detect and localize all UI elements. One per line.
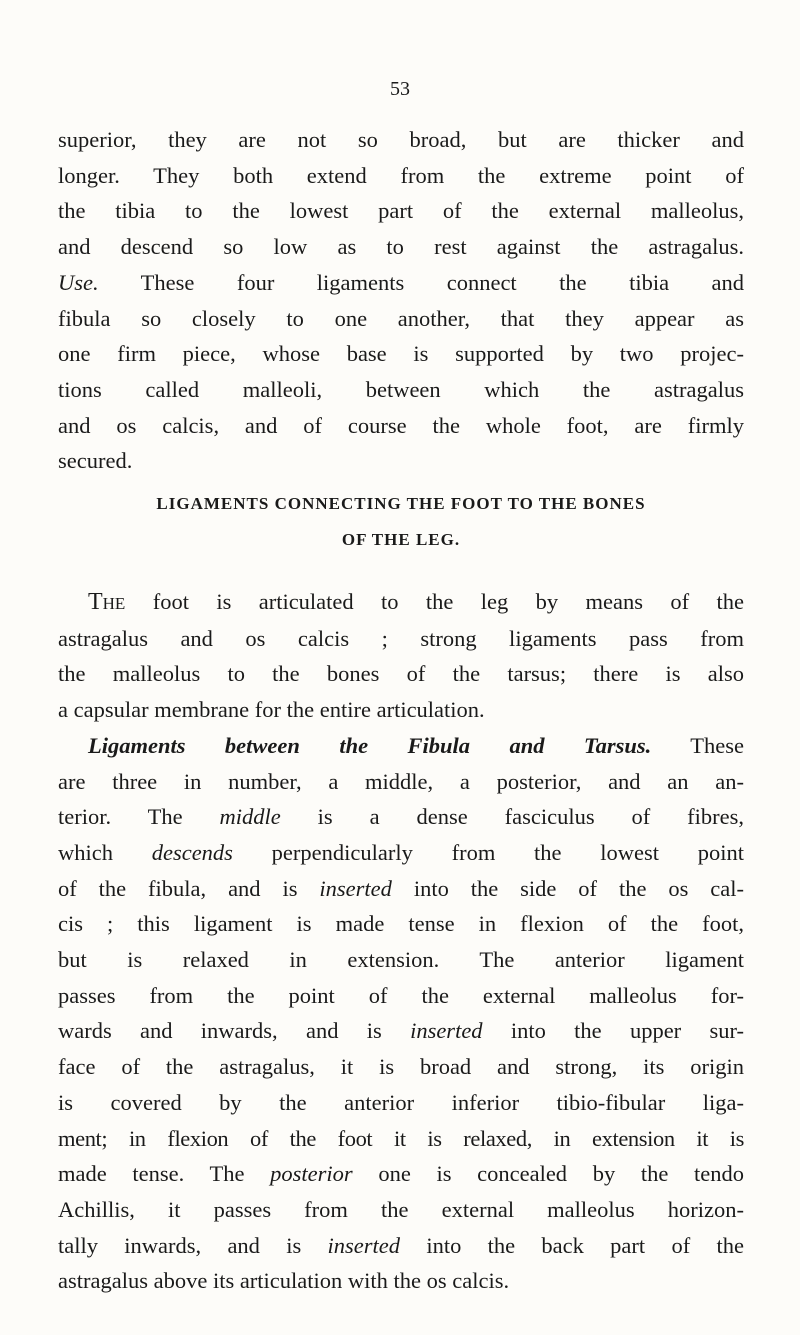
text-line: of the fibula, and is inserted into the side of the os cal- bbox=[58, 875, 744, 901]
text-line: terior. The middle is a dense fasciculus of fibres, bbox=[58, 804, 744, 830]
text-line: is covered by the anterior inferior tibio-fibular liga- bbox=[58, 1089, 744, 1115]
text-line: tally inwards, and is inserted into the back part of the bbox=[58, 1232, 744, 1258]
heading-line: LIGAMENTS CONNECTING THE FOOT TO THE BONES bbox=[156, 494, 646, 513]
text-line: the malleolus to the bones of the tarsus; there is also bbox=[58, 661, 744, 687]
text-line: fibula so closely to one another, that they appear as bbox=[58, 305, 744, 331]
text-line: but is relaxed in extension. The anterior ligament bbox=[58, 947, 744, 973]
page-number: 53 bbox=[390, 78, 410, 100]
text-line: passes from the point of the external malleolus for- bbox=[58, 982, 744, 1008]
text-line: Use. These four ligaments connect the tibia and bbox=[58, 269, 744, 295]
section-heading bbox=[58, 486, 744, 558]
italic-term: Use. bbox=[58, 269, 99, 295]
text-line: face of the astragalus, it is broad and strong, its origin bbox=[58, 1054, 744, 1080]
italic-subheading: Ligaments between the Fibula and Tarsus. bbox=[88, 732, 652, 758]
heading-line: OF THE LEG. bbox=[341, 530, 461, 549]
text-line: and os calcis, and of course the whole foot, are firmly bbox=[58, 412, 744, 438]
paragraph-2 bbox=[58, 584, 744, 1299]
text-line: a capsular membrane for the entire articulation. bbox=[58, 697, 485, 723]
text-line: wards and inwards, and is inserted into the upper sur- bbox=[58, 1018, 745, 1044]
text-line: made tense. The posterior one is concealed by the tendo bbox=[58, 1161, 745, 1187]
text-line: Achillis, it passes from the external malleolus horizon- bbox=[58, 1196, 744, 1222]
text-line: longer. They both extend from the extreme point of bbox=[58, 162, 744, 188]
text-line: secured. bbox=[58, 448, 133, 474]
text-line: astragalus above its articulation with the os calcis. bbox=[58, 1268, 510, 1294]
text-line: tions called malleoli, between which the astragalus bbox=[58, 376, 744, 402]
text-line: one firm piece, whose base is supported by two projec- bbox=[58, 341, 744, 367]
text-line: and descend so low as to rest against the astragalus. bbox=[58, 234, 744, 260]
text-line: are three in number, a middle, a posterior, and an an- bbox=[58, 768, 744, 794]
paragraph-1 bbox=[58, 122, 744, 479]
text-line: the tibia to the lowest part of the external malleolus, bbox=[58, 198, 744, 224]
text-line: The foot is articulated to the leg by means of the bbox=[88, 589, 744, 615]
text-line: cis ; this ligament is made tense in flexion of the foot, bbox=[58, 911, 744, 937]
text-line: astragalus and os calcis ; strong ligaments pass from bbox=[58, 625, 744, 651]
text-line: ment; in flexion of the foot it is relaxed, in extension it is bbox=[58, 1125, 744, 1151]
text-line: which descends perpendicularly from the lowest point bbox=[58, 839, 744, 865]
text-line: Ligaments between the Fibula and Tarsus. These bbox=[88, 732, 744, 758]
text-line: superior, they are not so broad, but are thicker and bbox=[58, 127, 744, 152]
